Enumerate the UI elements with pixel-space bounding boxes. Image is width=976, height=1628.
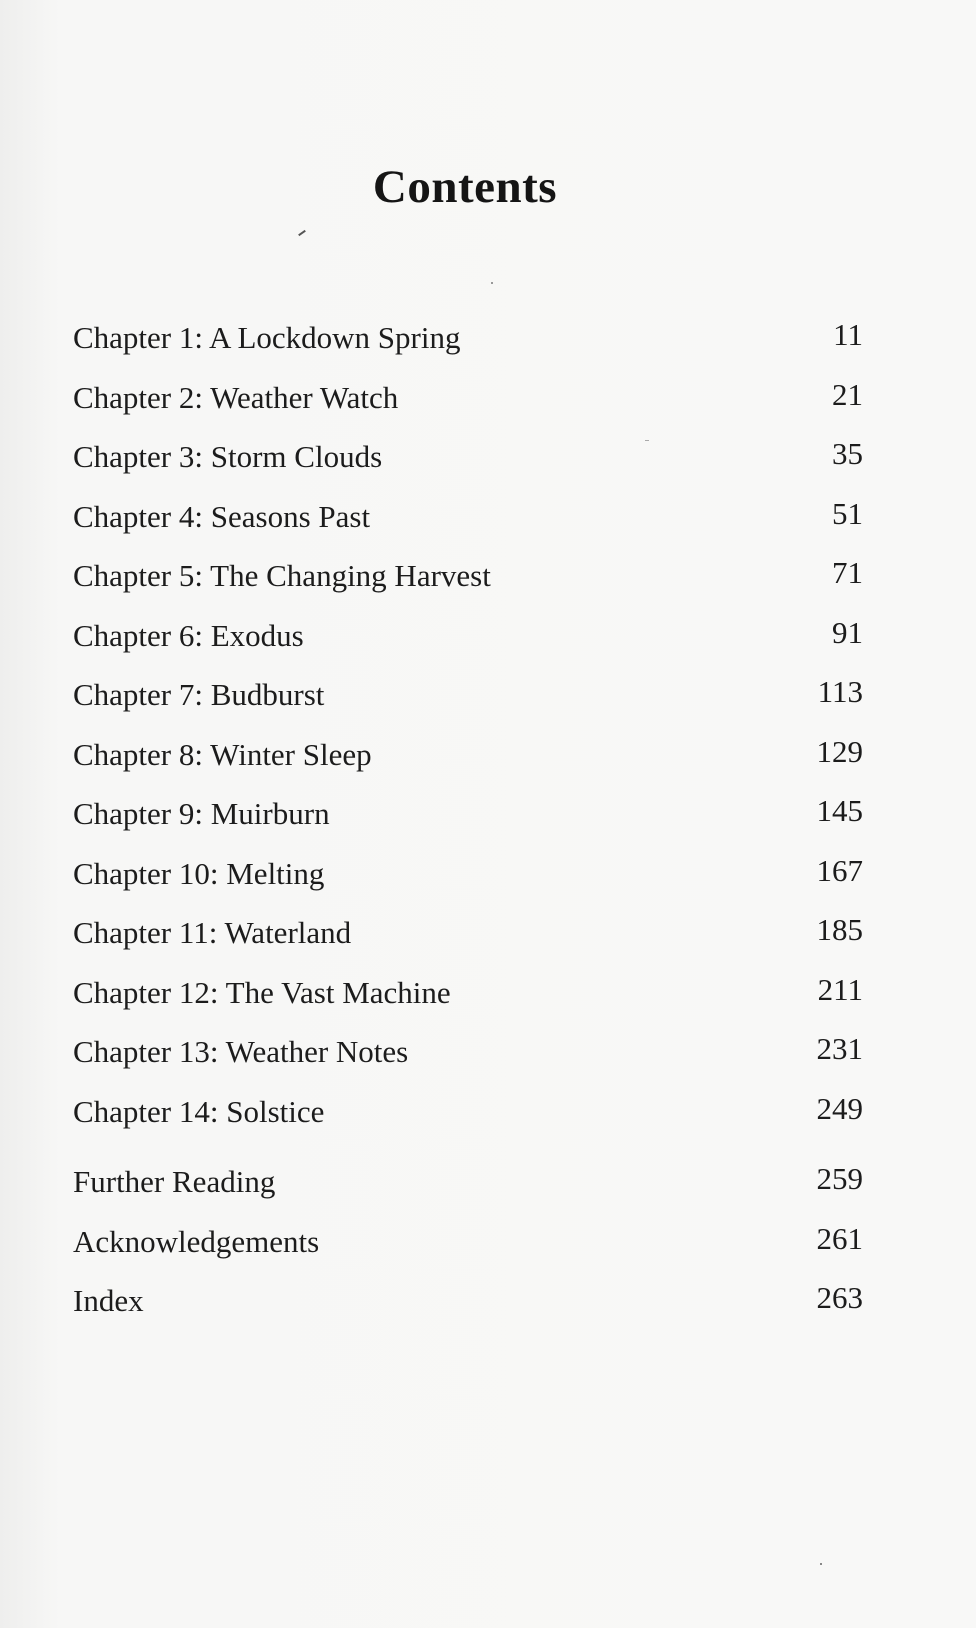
page-title: Contents (372, 161, 558, 213)
toc-entry-page: 185 (816, 912, 863, 947)
toc-entry[interactable] (73, 317, 863, 380)
toc-entry-title: Chapter 8: Winter Sleep (73, 736, 372, 772)
toc-entry[interactable] (73, 1280, 863, 1343)
toc-entry[interactable] (73, 852, 863, 916)
toc-entry-page: 71 (832, 555, 863, 590)
toc-entry-page: 35 (832, 436, 863, 471)
toc-entry-page: 51 (832, 495, 863, 531)
toc-entry-title: Chapter 12: The Vast Machine (73, 974, 451, 1010)
toc-entry-title: Chapter 2: Weather Watch (73, 379, 399, 415)
toc-entry-title: Chapter 4: Seasons Past (73, 498, 371, 534)
toc-entry-page: 167 (816, 852, 863, 888)
toc-entry-title: Chapter 13: Weather Notes (73, 1034, 409, 1069)
toc-entry-title: Chapter 11: Waterland (73, 915, 352, 950)
toc-entry-title: Further Reading (73, 1164, 276, 1199)
toc-entry[interactable] (73, 674, 863, 737)
toc-entry-title: Index (73, 1283, 144, 1318)
toc-entry[interactable] (73, 971, 863, 1035)
toc-entry[interactable] (73, 376, 863, 440)
toc-entry[interactable] (73, 436, 863, 499)
toc-entry-page: 145 (816, 793, 863, 828)
toc-entry-title: Chapter 14: Solstice (73, 1093, 325, 1129)
toc-entry-page: 211 (817, 971, 863, 1007)
print-speck (820, 1563, 822, 1565)
toc-entry-page: 231 (816, 1031, 863, 1066)
toc-entry[interactable] (73, 1090, 863, 1154)
section-spacer (73, 1153, 863, 1164)
toc-entry[interactable] (73, 912, 863, 975)
toc-entry-title: Chapter 9: Muirburn (73, 796, 330, 831)
toc-entry-title: Chapter 5: The Changing Harvest (73, 558, 491, 593)
toc-entry[interactable] (73, 1031, 863, 1094)
toc-entry-page: 113 (817, 674, 863, 709)
toc-entry-page: 263 (816, 1280, 863, 1315)
toc-entry-title: Chapter 6: Exodus (73, 617, 304, 653)
toc-entry-page: 91 (832, 614, 863, 650)
toc-entry[interactable] (73, 614, 863, 678)
toc-entry-title: Chapter 7: Budburst (73, 677, 325, 712)
toc-entry-title: Chapter 3: Storm Clouds (73, 439, 383, 474)
toc-entry[interactable] (73, 555, 863, 618)
toc-entry-title: Chapter 1: A Lockdown Spring (73, 320, 461, 355)
toc-entry-page: 259 (816, 1161, 863, 1196)
toc-entry[interactable] (73, 793, 863, 856)
toc-entry[interactable] (73, 1161, 863, 1224)
toc-entry-page: 129 (816, 733, 863, 769)
toc-entry-title: Chapter 10: Melting (73, 855, 325, 891)
toc-entry-page: 261 (816, 1220, 863, 1256)
toc-entry-page: 249 (816, 1090, 863, 1126)
toc-entry-page: 21 (832, 376, 863, 412)
toc-entry[interactable] (73, 733, 863, 797)
toc-entry-page: 11 (833, 317, 863, 352)
toc-entry-title: Acknowledgements (73, 1223, 320, 1259)
print-speck (298, 230, 306, 236)
print-speck (491, 282, 493, 284)
toc-entry[interactable] (73, 495, 863, 559)
toc-entry[interactable] (73, 1220, 863, 1284)
table-of-contents (73, 317, 863, 1343)
